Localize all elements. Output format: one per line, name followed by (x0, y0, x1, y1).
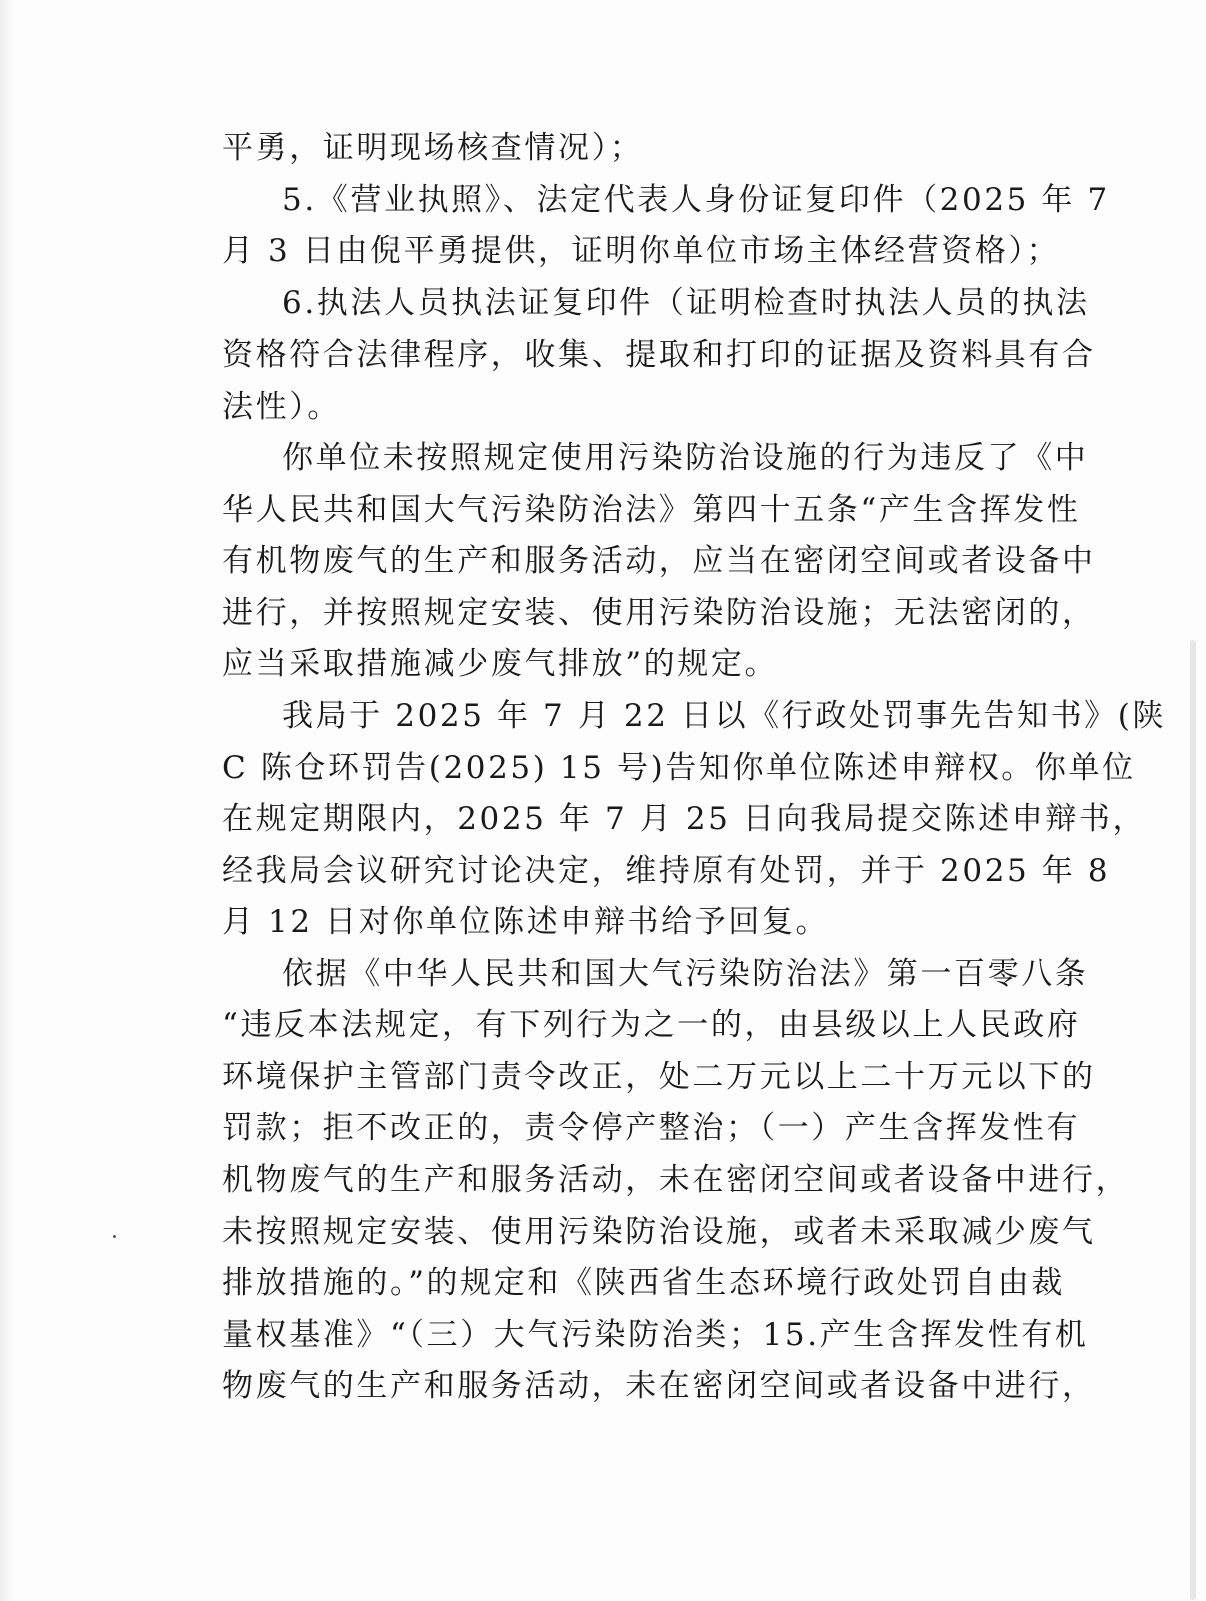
text-line-4: 6.执法人员执法证复印件（证明检查时执法人员的执法 (282, 285, 1090, 321)
text-line-11: 应当采取措施减少废气排放”的规定。 (222, 646, 779, 682)
scan-speck (113, 1235, 117, 1239)
text-line-18: “违反本法规定，有下列行为之一的，由县级以上人民政府 (222, 1007, 1081, 1043)
text-line-22: 未按照规定安装、使用污染防治设施，或者未采取减少废气 (222, 1214, 1096, 1250)
text-line-9: 有机物废气的生产和服务活动，应当在密闭空间或者设备中 (222, 543, 1096, 579)
text-line-8: 华人民共和国大气污染防治法》第四十五条“产生含挥发性 (222, 492, 1081, 528)
text-line-16: 月 12 日对你单位陈述申辩书给予回复。 (222, 904, 830, 940)
text-line-12: 我局于 2025 年 7 月 22 日以《行政处罚事先告知书》(陕 (282, 698, 1167, 734)
text-line-20: 罚款；拒不改正的，责令停产整治；（一）产生含挥发性有 (222, 1110, 1081, 1146)
text-line-21: 机物废气的生产和服务活动，未在密闭空间或者设备中进行， (222, 1162, 1130, 1198)
text-line-24: 量权基准》“（三）大气污染防治类；15.产生含挥发性有机 (222, 1317, 1089, 1353)
page-left-edge (0, 0, 14, 1601)
text-line-7: 你单位未按照规定使用污染防治设施的行为违反了《中 (282, 440, 1089, 476)
vertical-scrollbar[interactable] (1190, 640, 1196, 1600)
text-line-15: 经我局会议研究讨论决定，维持原有处罚，并于 2025 年 8 (222, 853, 1111, 889)
text-line-10: 进行，并按照规定安装、使用污染防治设施；无法密闭的， (222, 595, 1096, 631)
text-line-14: 在规定期限内，2025 年 7 月 25 日向我局提交陈述申辩书， (222, 801, 1147, 837)
text-line-13: C 陈仓环罚告(2025) 15 号)告知你单位陈述申辩权。你单位 (222, 750, 1136, 786)
text-line-19: 环境保护主管部门责令改正，处二万元以上二十万元以下的 (222, 1059, 1096, 1095)
text-line-1: 平勇，证明现场核查情况）； (222, 130, 644, 166)
text-line-25: 物废气的生产和服务活动，未在密闭空间或者设备中进行， (222, 1368, 1096, 1404)
text-line-6: 法性）。 (222, 389, 341, 425)
text-line-2: 5.《营业执照》、法定代表人身份证复印件（2025 年 7 (282, 182, 1110, 218)
text-line-3: 月 3 日由倪平勇提供，证明你单位市场主体经营资格）； (222, 233, 1061, 269)
text-line-23: 排放措施的。”的规定和《陕西省生态环境行政处罚自由裁 (222, 1265, 1065, 1301)
text-line-5: 资格符合法律程序，收集、提取和打印的证据及资料具有合 (222, 337, 1096, 373)
text-line-17: 依据《中华人民共和国大气污染防治法》第一百零八条 (282, 956, 1089, 992)
